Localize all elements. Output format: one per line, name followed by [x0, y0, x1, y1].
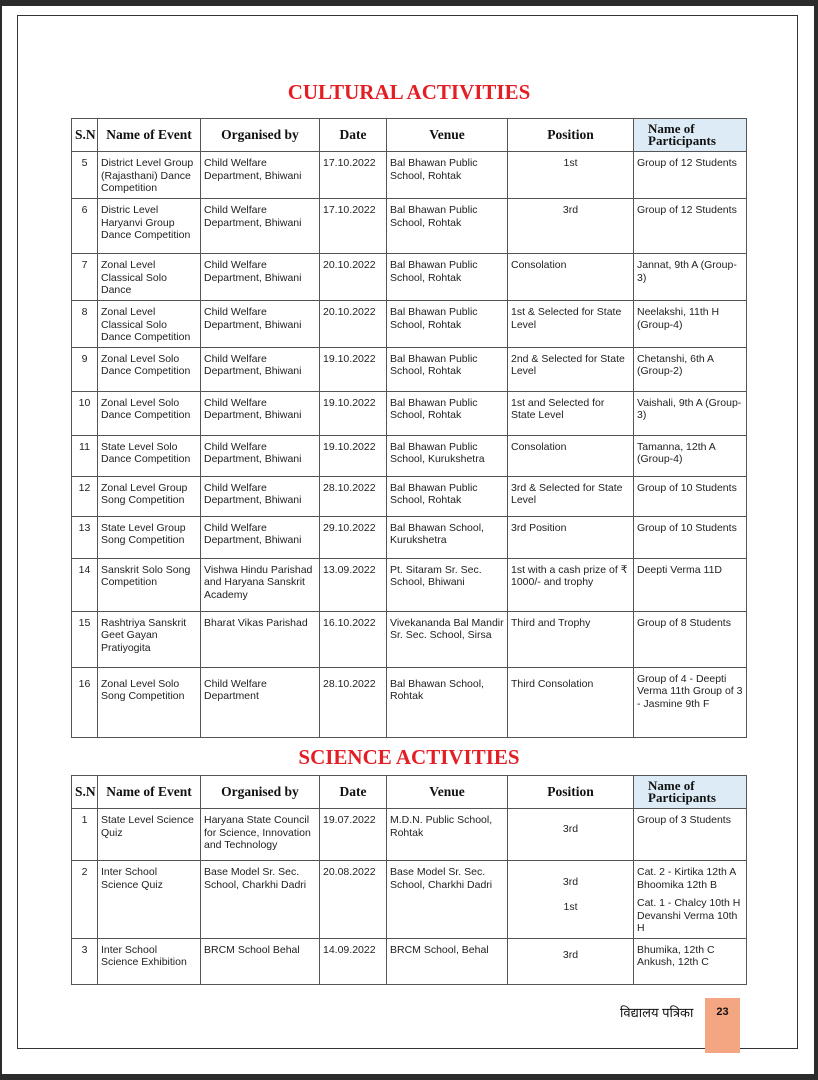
cell-org: Child Welfare Department, Bhiwani	[201, 516, 320, 558]
cell-position: 1st & Selected for State Level	[508, 301, 634, 348]
header-position: Position	[508, 776, 634, 809]
cell-position: 3rd	[508, 809, 634, 861]
cell-org: Child Welfare Department, Bhiwani	[201, 254, 320, 301]
participants-cat2: Cat. 2 - Kirtika 12th A Bhoomika 12th B	[637, 866, 736, 891]
header-organised-by: Organised by	[201, 776, 320, 809]
page-number-badge	[705, 998, 740, 1053]
cell-sn: 11	[72, 435, 98, 476]
cell-date: 19.10.2022	[320, 347, 387, 391]
cell-sn: 9	[72, 347, 98, 391]
cell-date: 20.08.2022	[320, 861, 387, 939]
science-activities-table	[71, 775, 747, 985]
cell-sn: 14	[72, 558, 98, 611]
cell-position: 3rd Position	[508, 516, 634, 558]
cell-event: Rashtriya Sanskrit Geet Gayan Pratiyogita	[98, 611, 201, 667]
cell-participants: Deepti Verma 11D	[634, 558, 747, 611]
cell-venue: Bal Bhawan Public School, Kurukshetra	[387, 435, 508, 476]
cell-participants: Group of 12 Students	[634, 152, 747, 199]
cell-org: Child Welfare Department, Bhiwani	[201, 391, 320, 435]
cell-event: Distric Level Haryanvi Group Dance Competition	[98, 199, 201, 254]
cell-participants: Group of 3 Students	[634, 809, 747, 861]
cell-position: 3rd & Selected for State Level	[508, 476, 634, 516]
table-row	[72, 347, 747, 391]
cell-date: 20.10.2022	[320, 301, 387, 348]
cell-date: 29.10.2022	[320, 516, 387, 558]
cell-sn: 10	[72, 391, 98, 435]
header-organised-by: Organised by	[201, 119, 320, 152]
cell-event: Zonal Level Solo Song Competition	[98, 667, 201, 737]
cell-event: State Level Science Quiz	[98, 809, 201, 861]
cell-event: Zonal Level Solo Dance Competition	[98, 347, 201, 391]
header-event: Name of Event	[98, 776, 201, 809]
table-row	[72, 391, 747, 435]
cell-venue: Bal Bhawan Public School, Rohtak	[387, 199, 508, 254]
cell-sn: 2	[72, 861, 98, 939]
cell-sn: 15	[72, 611, 98, 667]
cell-participants: Group of 12 Students	[634, 199, 747, 254]
cell-org: Child Welfare Department, Bhiwani	[201, 301, 320, 348]
cell-date: 17.10.2022	[320, 152, 387, 199]
cell-position: 1st with a cash prize of ₹ 1000/- and trophy	[508, 558, 634, 611]
cell-venue: Pt. Sitaram Sr. Sec. School, Bhiwani	[387, 558, 508, 611]
table-row	[72, 861, 747, 939]
cell-venue: Base Model Sr. Sec. School, Charkhi Dadri	[387, 861, 508, 939]
header-position: Position	[508, 119, 634, 152]
cell-org: Child Welfare Department, Bhiwani	[201, 435, 320, 476]
table-row	[72, 558, 747, 611]
table-row	[72, 152, 747, 199]
cell-org: Child Welfare Department, Bhiwani	[201, 476, 320, 516]
cell-sn: 7	[72, 254, 98, 301]
cell-venue: Bal Bhawan Public School, Rohtak	[387, 301, 508, 348]
cell-org: Bharat Vikas Parishad	[201, 611, 320, 667]
table-row	[72, 254, 747, 301]
cell-participants: Bhumika, 12th C Ankush, 12th C	[634, 938, 747, 984]
table-row	[72, 667, 747, 737]
table-row	[72, 476, 747, 516]
cultural-activities-table	[71, 118, 747, 738]
cell-venue: Bal Bhawan Public School, Rohtak	[387, 152, 508, 199]
cell-participants: Group of 10 Students	[634, 516, 747, 558]
cell-participants: Vaishali, 9th A (Group-3)	[634, 391, 747, 435]
cell-position: 2nd & Selected for State Level	[508, 347, 634, 391]
cell-position: Consolation	[508, 435, 634, 476]
cell-position: 1st	[508, 152, 634, 199]
cell-event: Zonal Level Classical Solo Dance	[98, 254, 201, 301]
header-date: Date	[320, 776, 387, 809]
cell-venue: Bal Bhawan School, Rohtak	[387, 667, 508, 737]
cell-event: Inter School Science Quiz	[98, 861, 201, 939]
cell-event: State Level Solo Dance Competition	[98, 435, 201, 476]
cell-org: Child Welfare Department, Bhiwani	[201, 199, 320, 254]
cell-org: BRCM School Behal	[201, 938, 320, 984]
cell-org: Haryana State Council for Science, Innovation and Technology	[201, 809, 320, 861]
cell-date: 17.10.2022	[320, 199, 387, 254]
cell-date: 16.10.2022	[320, 611, 387, 667]
cell-sn: 3	[72, 938, 98, 984]
science-activities-title: SCIENCE ACTIVITIES	[298, 745, 520, 769]
cell-sn: 13	[72, 516, 98, 558]
header-venue: Venue	[387, 119, 508, 152]
header-date: Date	[320, 119, 387, 152]
cell-sn: 5	[72, 152, 98, 199]
header-sn: S.N	[72, 776, 98, 809]
cell-date: 19.10.2022	[320, 435, 387, 476]
page-number: 23	[716, 1006, 729, 1018]
cell-participants: Group of 8 Students	[634, 611, 747, 667]
participants-cat1: Cat. 1 - Chalcy 10th H Devanshi Verma 10th H	[637, 897, 741, 934]
cell-event: District Level Group (Rajasthani) Dance Competition	[98, 152, 201, 199]
cell-participants: Group of 4 - Deepti Verma 11th Group of 3 - Jasmine 9th F	[634, 667, 747, 737]
cell-position	[508, 861, 634, 939]
cell-date: 19.07.2022	[320, 809, 387, 861]
table-row	[72, 435, 747, 476]
cell-venue: BRCM School, Behal	[387, 938, 508, 984]
table-row	[72, 611, 747, 667]
cell-event: State Level Group Song Competition	[98, 516, 201, 558]
table-row	[72, 301, 747, 348]
cell-event: Zonal Level Solo Dance Competition	[98, 391, 201, 435]
cell-org: Child Welfare Department, Bhiwani	[201, 347, 320, 391]
cell-position: Third and Trophy	[508, 611, 634, 667]
cell-position: 3rd	[508, 938, 634, 984]
cell-venue: Bal Bhawan Public School, Rohtak	[387, 391, 508, 435]
cell-date: 28.10.2022	[320, 667, 387, 737]
cell-venue: Bal Bhawan Public School, Rohtak	[387, 254, 508, 301]
cell-participants: Tamanna, 12th A (Group-4)	[634, 435, 747, 476]
cell-participants: Group of 10 Students	[634, 476, 747, 516]
cell-sn: 8	[72, 301, 98, 348]
cell-date: 13.09.2022	[320, 558, 387, 611]
cell-date: 28.10.2022	[320, 476, 387, 516]
cell-event: Sanskrit Solo Song Competition	[98, 558, 201, 611]
header-event: Name of Event	[98, 119, 201, 152]
cell-sn: 16	[72, 667, 98, 737]
cell-position: Third Consolation	[508, 667, 634, 737]
cell-event: Zonal Level Classical Solo Dance Competition	[98, 301, 201, 348]
cell-venue: Bal Bhawan Public School, Rohtak	[387, 476, 508, 516]
cell-sn: 6	[72, 199, 98, 254]
magazine-name: विद्यालय पत्रिका	[620, 1005, 694, 1020]
cell-venue: Vivekananda Bal Mandir Sr. Sec. School, Sirsa	[387, 611, 508, 667]
header-sn: S.N	[72, 119, 98, 152]
cell-position: 3rd	[508, 199, 634, 254]
cell-participants: Chetanshi, 6th A (Group-2)	[634, 347, 747, 391]
cell-venue: Bal Bhawan School, Kurukshetra	[387, 516, 508, 558]
cell-date: 19.10.2022	[320, 391, 387, 435]
cell-org: Child Welfare Department	[201, 667, 320, 737]
header-participants: Name of Participants	[634, 776, 747, 809]
cell-date: 20.10.2022	[320, 254, 387, 301]
cell-event: Inter School Science Exhibition	[98, 938, 201, 984]
cell-date: 14.09.2022	[320, 938, 387, 984]
cell-venue: Bal Bhawan Public School, Rohtak	[387, 347, 508, 391]
table-row	[72, 516, 747, 558]
cell-org: Vishwa Hindu Parishad and Haryana Sanskrit Academy	[201, 558, 320, 611]
cell-sn: 12	[72, 476, 98, 516]
table-row	[72, 809, 747, 861]
cell-venue: M.D.N. Public School, Rohtak	[387, 809, 508, 861]
cell-participants: Neelakshi, 11th H (Group-4)	[634, 301, 747, 348]
position-cat1: 1st	[563, 900, 578, 913]
cell-sn: 1	[72, 809, 98, 861]
header-participants: Name of Participants	[634, 119, 747, 152]
cell-participants	[634, 861, 747, 939]
cell-org: Child Welfare Department, Bhiwani	[201, 152, 320, 199]
cell-org: Base Model Sr. Sec. School, Charkhi Dadri	[201, 861, 320, 939]
cell-participants: Jannat, 9th A (Group-3)	[634, 254, 747, 301]
position-cat2: 3rd	[562, 876, 579, 888]
header-venue: Venue	[387, 776, 508, 809]
table-row	[72, 199, 747, 254]
table-row	[72, 938, 747, 984]
cell-position: 1st and Selected for State Level	[508, 391, 634, 435]
cultural-activities-title: CULTURAL ACTIVITIES	[287, 80, 531, 104]
cell-position: Consolation	[508, 254, 634, 301]
cell-event: Zonal Level Group Song Competition	[98, 476, 201, 516]
